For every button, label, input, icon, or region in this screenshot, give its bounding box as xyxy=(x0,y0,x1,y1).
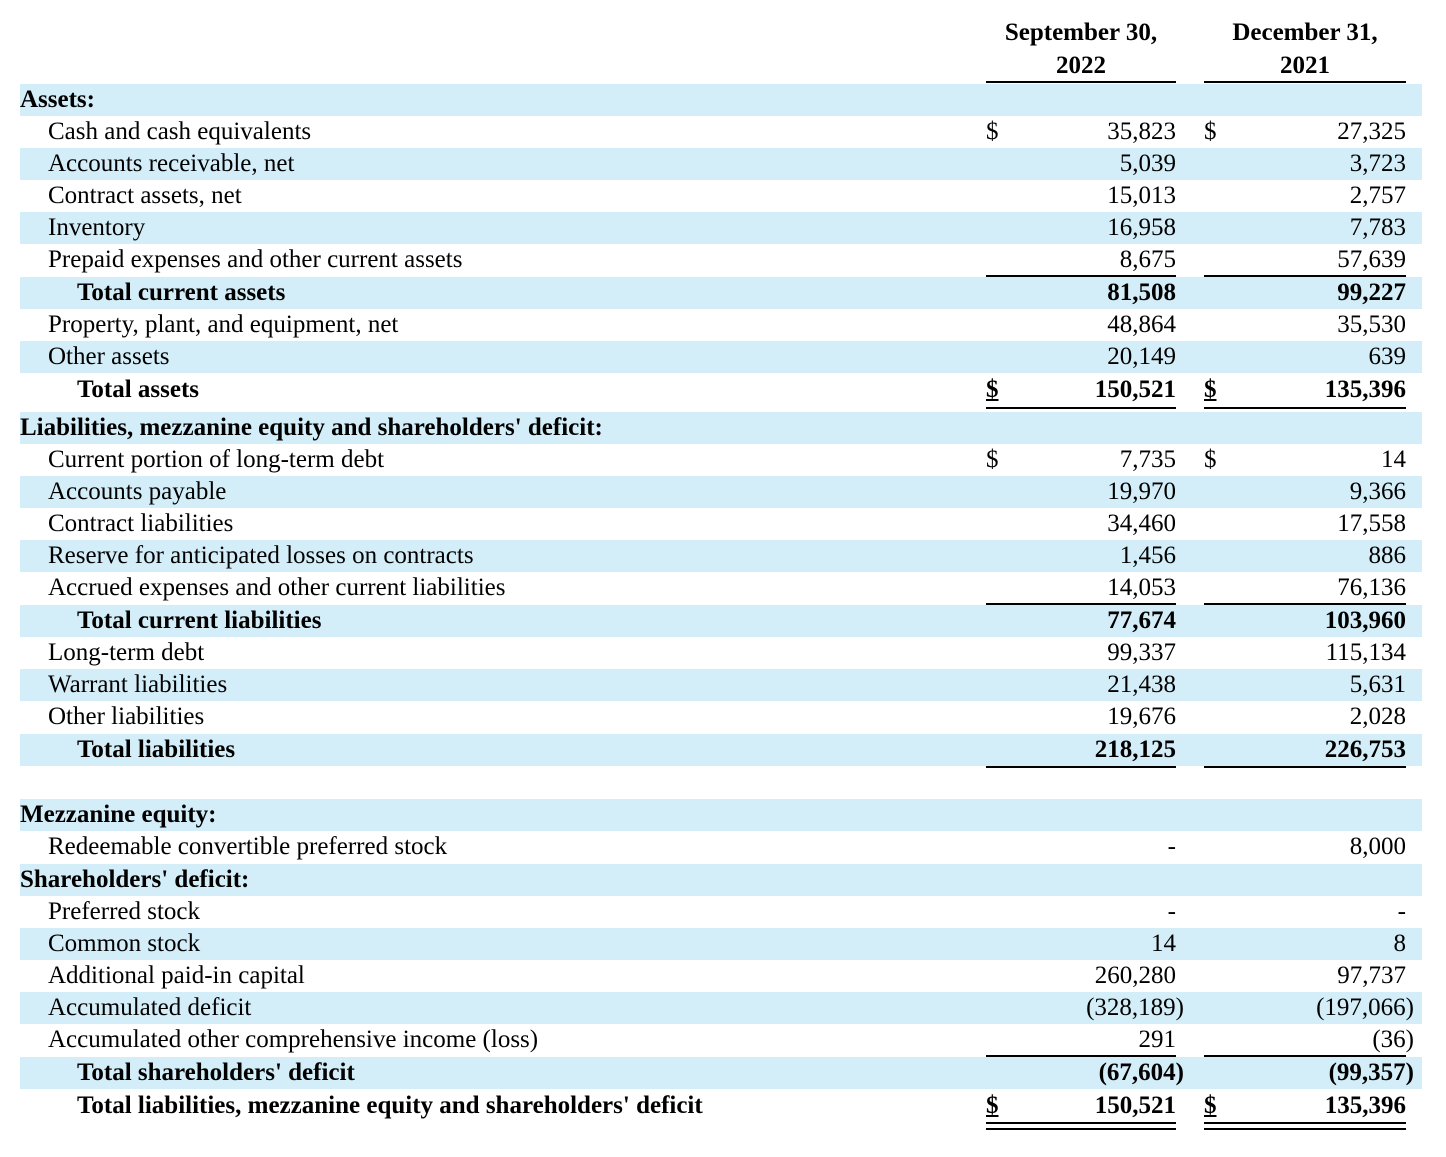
row-label: Cash and cash equivalents xyxy=(48,118,312,145)
row-label: Current portion of long-term debt xyxy=(48,446,385,473)
row-label: Reserve for anticipated losses on contracts xyxy=(48,542,474,569)
statement-row-total-shareholders-deficit xyxy=(20,1057,1422,1089)
value-dec-2021: 8,000 xyxy=(1349,833,1406,860)
statement-row-common-stock xyxy=(20,928,1422,960)
statement-row-liabilities-mezzanine-equity-and-shareholders-deficit xyxy=(20,412,1422,444)
row-label: Accounts payable xyxy=(48,478,227,505)
value-dec-2021: 17,558 xyxy=(1337,510,1406,537)
grand-total-double-rule xyxy=(986,1122,1176,1130)
row-label: Assets: xyxy=(20,86,95,113)
value-dec-2021: 76,136 xyxy=(1337,574,1406,601)
row-label: Other liabilities xyxy=(48,703,205,730)
value-sep-2022: 16,958 xyxy=(1107,214,1176,241)
statement-row-accounts-payable xyxy=(20,476,1422,508)
value-sep-2022: 21,438 xyxy=(1107,671,1176,698)
row-label: Prepaid expenses and other current assets xyxy=(48,246,463,273)
value-dec-2021: 7,783 xyxy=(1349,214,1406,241)
statement-row-accumulated-other-comprehensive-income-loss xyxy=(20,1024,1422,1056)
row-label: Property, plant, and equipment, net xyxy=(48,311,399,338)
total-rule xyxy=(986,407,1176,409)
currency-symbol: $ xyxy=(1204,446,1217,473)
header-rule xyxy=(1204,81,1406,83)
value-sep-2022: 218,125 xyxy=(1094,736,1176,763)
value-dec-2021: 14 xyxy=(1381,446,1406,473)
currency-symbol: $ xyxy=(986,1092,999,1119)
statement-row-reserve-for-anticipated-losses-on-contracts xyxy=(20,540,1422,572)
value-dec-2021: 135,396 xyxy=(1324,376,1406,403)
subtotal-rule xyxy=(986,275,1176,277)
value-dec-2021: 115,134 xyxy=(1325,639,1406,666)
value-sep-2022: 150,521 xyxy=(1094,376,1176,403)
statement-row-other-assets xyxy=(20,341,1422,373)
statement-row-prepaid-expenses-and-other-current-assets xyxy=(20,244,1422,276)
value-sep-2022: 15,013 xyxy=(1107,182,1176,209)
row-label: Contract assets, net xyxy=(48,182,242,209)
value-sep-2022: 260,280 xyxy=(1094,962,1176,989)
statement-row-total-liabilities-mezzanine-equity-and-shareholders-deficit xyxy=(20,1090,1422,1122)
row-label: Inventory xyxy=(48,214,146,241)
value-dec-2021: 226,753 xyxy=(1324,736,1406,763)
statement-row-preferred-stock xyxy=(20,896,1422,928)
currency-symbol: $ xyxy=(986,376,999,403)
value-sep-2022: 99,337 xyxy=(1107,639,1176,666)
value-sep-2022: 14 xyxy=(1151,930,1176,957)
value-dec-2021: 27,325 xyxy=(1337,118,1406,145)
value-dec-2021: 886 xyxy=(1368,542,1406,569)
total-rule xyxy=(1204,407,1406,409)
value-dec-2021: 3,723 xyxy=(1349,150,1406,177)
header-rule xyxy=(986,81,1176,83)
value-sep-2022: 77,674 xyxy=(1107,607,1176,634)
value-sep-2022: 7,735 xyxy=(1119,446,1176,473)
value-dec-2021: 9,366 xyxy=(1349,478,1406,505)
row-label: Preferred stock xyxy=(48,898,201,925)
subtotal-rule xyxy=(1204,275,1406,277)
statement-row-contract-liabilities xyxy=(20,508,1422,540)
value-dec-2021: 639 xyxy=(1368,343,1406,370)
row-label: Total liabilities xyxy=(77,736,236,763)
currency-symbol: $ xyxy=(1204,376,1217,403)
subtotal-rule xyxy=(1204,603,1406,605)
value-dec-2021: 99,227 xyxy=(1337,279,1406,306)
value-sep-2022: - xyxy=(1167,898,1176,925)
grand-total-double-rule xyxy=(1204,1122,1406,1130)
value-sep-2022: 14,053 xyxy=(1107,574,1176,601)
value-dec-2021: (197,066) xyxy=(1316,994,1414,1021)
value-dec-2021: 135,396 xyxy=(1324,1092,1406,1119)
value-dec-2021: 35,530 xyxy=(1337,311,1406,338)
column-header-line1: December 31, xyxy=(1232,19,1378,46)
row-label: Total current assets xyxy=(77,279,286,306)
statement-row-cash-and-cash-equivalents xyxy=(20,116,1422,148)
statement-row-redeemable-convertible-preferred-stock xyxy=(20,831,1422,863)
subtotal-rule xyxy=(986,603,1176,605)
row-label: Accrued expenses and other current liabilities xyxy=(48,574,506,601)
statement-row-blank xyxy=(20,766,1422,798)
value-dec-2021: (99,357) xyxy=(1328,1059,1414,1086)
subtotal-rule xyxy=(986,1055,1176,1057)
statement-row-total-liabilities xyxy=(20,734,1422,766)
value-dec-2021: 103,960 xyxy=(1324,607,1406,634)
value-dec-2021: (36) xyxy=(1372,1026,1414,1053)
currency-symbol: $ xyxy=(1204,118,1217,145)
value-dec-2021: 2,028 xyxy=(1349,703,1406,730)
value-sep-2022: 19,676 xyxy=(1107,703,1176,730)
column-header-line2: 2022 xyxy=(1056,52,1106,79)
value-sep-2022: - xyxy=(1167,833,1176,860)
statement-row-total-current-assets xyxy=(20,277,1422,309)
subtotal-rule xyxy=(1204,1055,1406,1057)
row-label: Common stock xyxy=(48,930,201,957)
row-label: Shareholders' deficit: xyxy=(20,866,250,893)
row-label: Other assets xyxy=(48,343,170,370)
value-dec-2021: 5,631 xyxy=(1349,671,1406,698)
statement-row-total-current-liabilities xyxy=(20,605,1422,637)
statement-row-accrued-expenses-and-other-current-liabilities xyxy=(20,572,1422,604)
statement-row-total-assets xyxy=(20,374,1422,406)
value-sep-2022: 291 xyxy=(1138,1026,1176,1053)
row-label: Mezzanine equity: xyxy=(20,801,217,828)
row-label: Total liabilities, mezzanine equity and shareholders' deficit xyxy=(77,1092,703,1119)
statement-row-mezzanine-equity xyxy=(20,799,1422,831)
row-label: Liabilities, mezzanine equity and shareholders' deficit: xyxy=(20,414,603,441)
statement-row-long-term-debt xyxy=(20,637,1422,669)
statement-row-shareholders-deficit xyxy=(20,864,1422,896)
value-sep-2022: 35,823 xyxy=(1107,118,1176,145)
value-sep-2022: 48,864 xyxy=(1107,311,1176,338)
value-sep-2022: 20,149 xyxy=(1107,343,1176,370)
row-label: Additional paid-in capital xyxy=(48,962,305,989)
column-header-sep-2022 xyxy=(986,16,1176,82)
row-label: Total current liabilities xyxy=(77,607,322,634)
value-sep-2022: 5,039 xyxy=(1119,150,1176,177)
currency-symbol: $ xyxy=(986,446,999,473)
value-dec-2021: 57,639 xyxy=(1337,246,1406,273)
value-sep-2022: (328,189) xyxy=(1086,994,1184,1021)
statement-row-property-plant-and-equipment-net xyxy=(20,309,1422,341)
value-sep-2022: 150,521 xyxy=(1094,1092,1176,1119)
value-dec-2021: - xyxy=(1397,898,1406,925)
statement-row-inventory xyxy=(20,212,1422,244)
value-sep-2022: 1,456 xyxy=(1119,542,1176,569)
total-rule xyxy=(986,766,1176,768)
statement-row-warrant-liabilities xyxy=(20,669,1422,701)
row-label: Contract liabilities xyxy=(48,510,234,537)
column-header-line1: September 30, xyxy=(1004,19,1158,46)
statement-row-current-portion-of-long-term-debt xyxy=(20,444,1422,476)
row-label: Total shareholders' deficit xyxy=(77,1059,355,1086)
value-sep-2022: 34,460 xyxy=(1107,510,1176,537)
column-header-line2: 2021 xyxy=(1280,52,1330,79)
row-label: Warrant liabilities xyxy=(48,671,228,698)
column-header-dec-2021 xyxy=(1204,16,1406,82)
statement-row-accounts-receivable-net xyxy=(20,148,1422,180)
value-sep-2022: 81,508 xyxy=(1107,279,1176,306)
value-dec-2021: 2,757 xyxy=(1349,182,1406,209)
statement-row-accumulated-deficit xyxy=(20,992,1422,1024)
value-sep-2022: 19,970 xyxy=(1107,478,1176,505)
statement-row-assets xyxy=(20,84,1422,116)
value-sep-2022: 8,675 xyxy=(1119,246,1176,273)
value-dec-2021: 8 xyxy=(1393,930,1406,957)
row-label: Accounts receivable, net xyxy=(48,150,295,177)
row-label: Accumulated other comprehensive income (loss) xyxy=(48,1026,539,1053)
currency-symbol: $ xyxy=(986,118,999,145)
row-label: Accumulated deficit xyxy=(48,994,252,1021)
statement-row-additional-paid-in-capital xyxy=(20,960,1422,992)
row-label: Long-term debt xyxy=(48,639,205,666)
currency-symbol: $ xyxy=(1204,1092,1217,1119)
row-label: Total assets xyxy=(77,376,200,403)
value-dec-2021: 97,737 xyxy=(1337,962,1406,989)
total-rule xyxy=(1204,766,1406,768)
value-sep-2022: (67,604) xyxy=(1098,1059,1184,1086)
statement-row-other-liabilities xyxy=(20,701,1422,733)
statement-row-contract-assets-net xyxy=(20,180,1422,212)
row-label: Redeemable convertible preferred stock xyxy=(48,833,448,860)
